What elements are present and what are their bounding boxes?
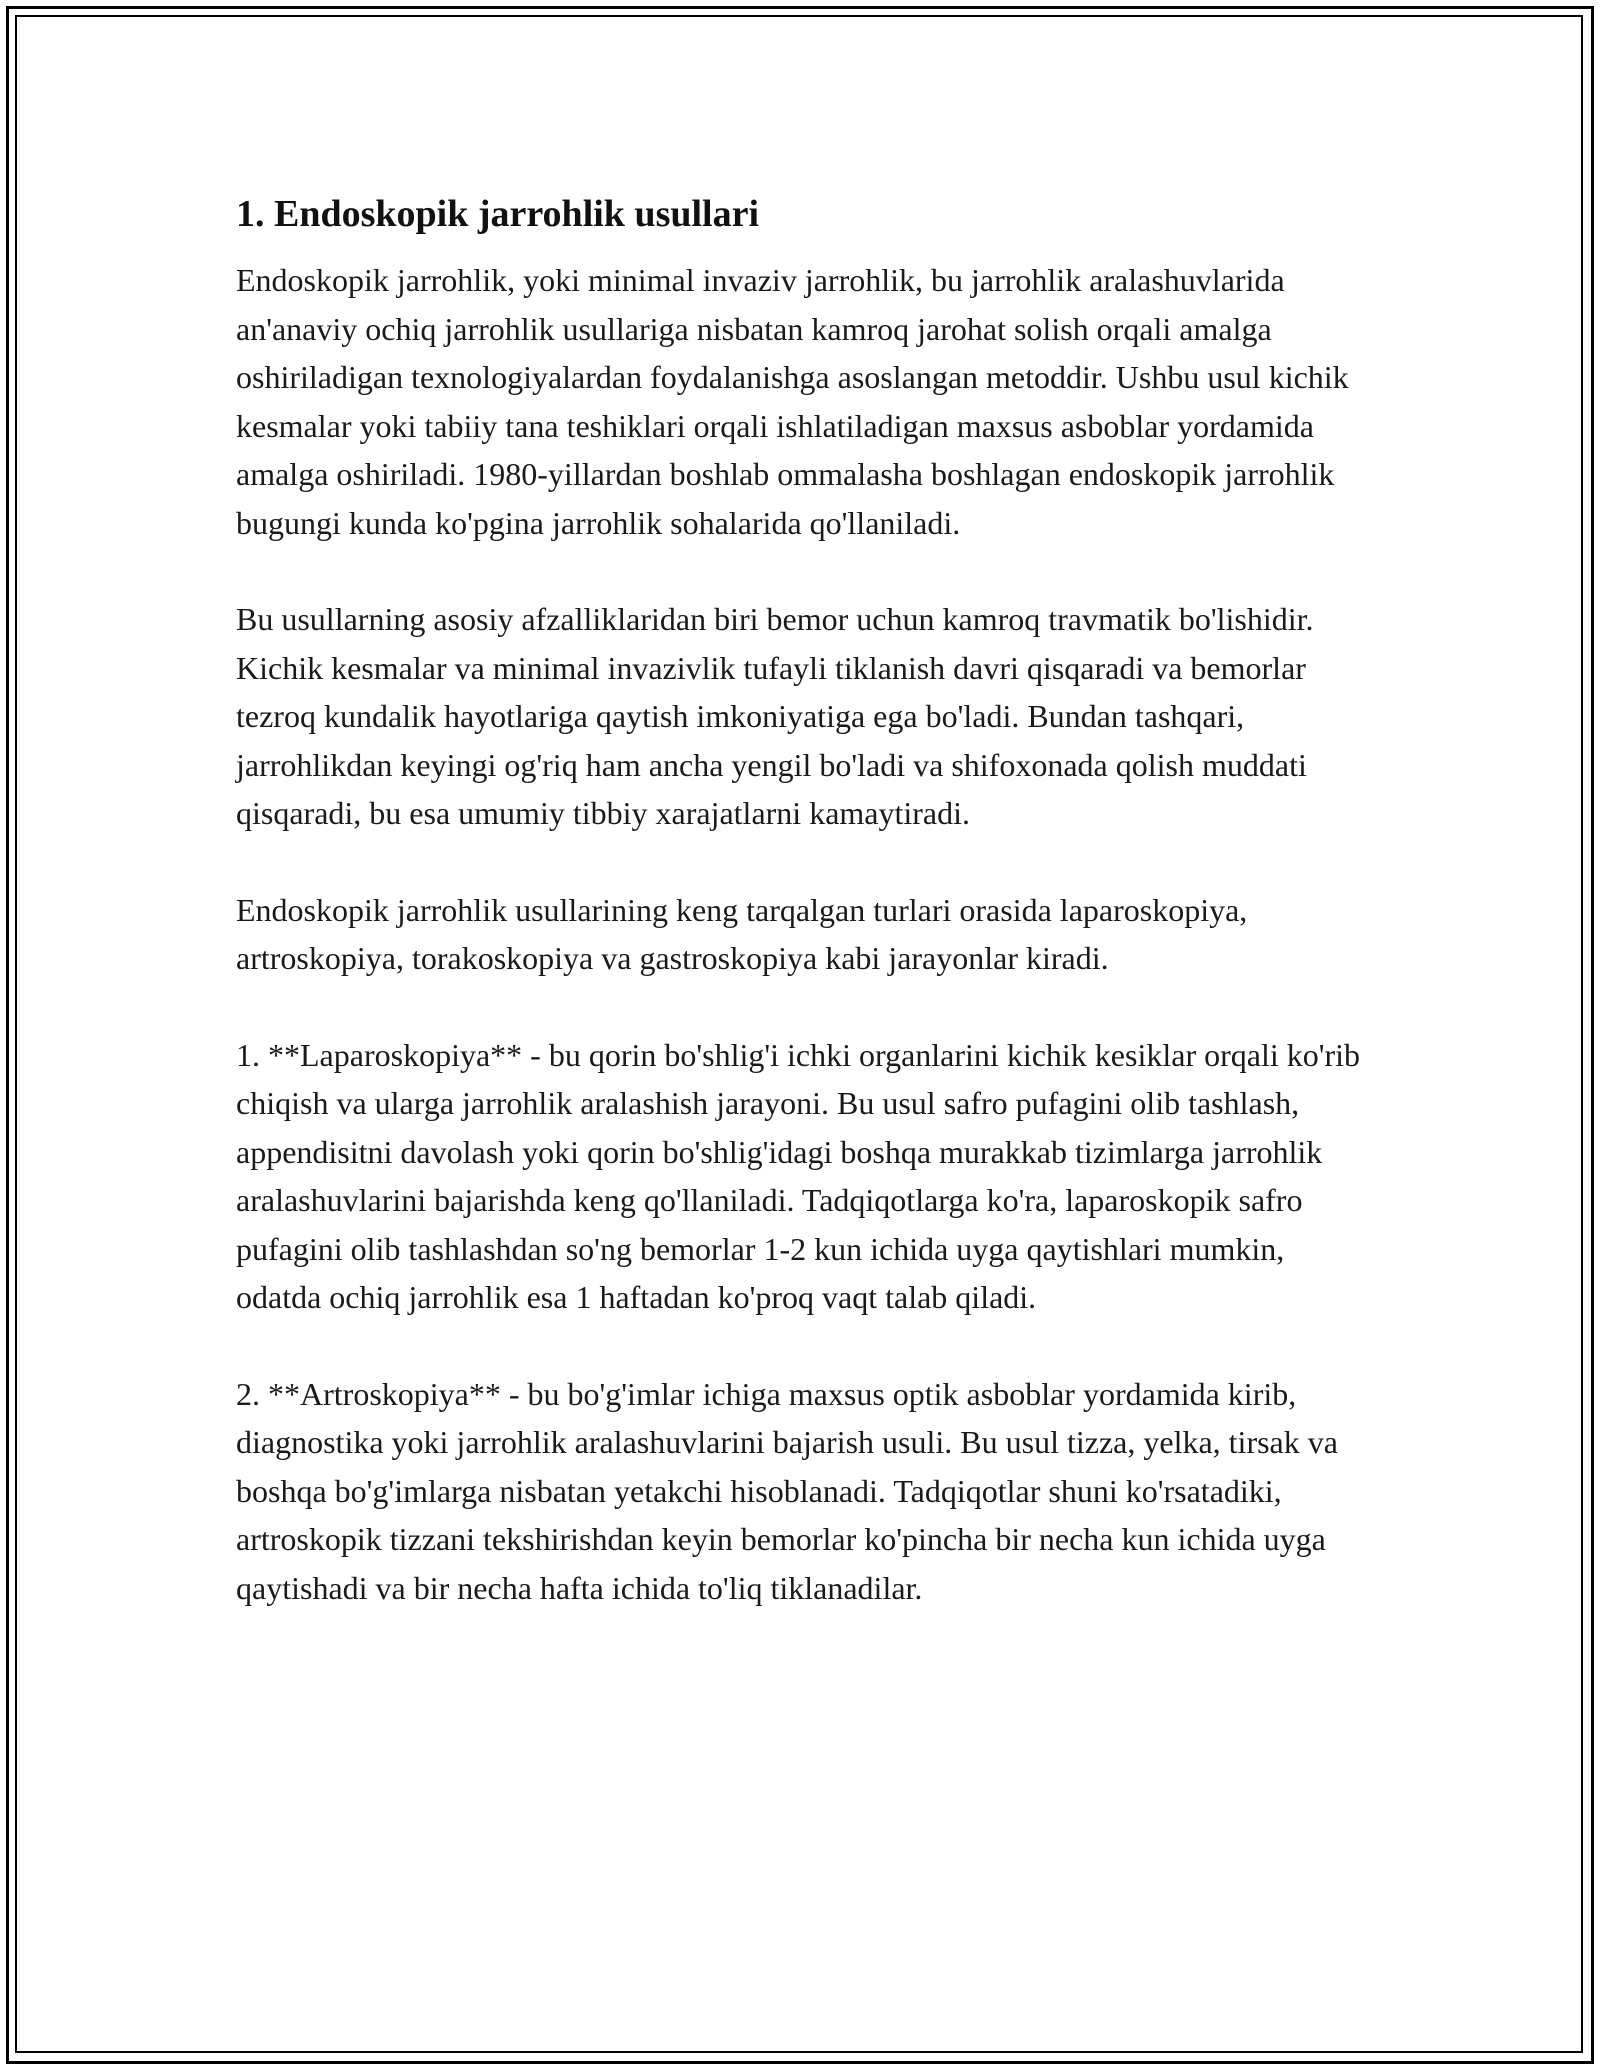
paragraph-advantages: Bu usullarning asosiy afzalliklaridan biri bemor uchun kamroq travmatik bo'lishidir. Kichik kesmalar va minimal invazivlik tufayli tiklanish davri qisqaradi va bemorlar tezroq kundalik hayotlariga qaytish imkoniyatiga ega bo'ladi. Bundan tashqari, jarrohlikdan keyingi og'riq ham ancha yengil bo'ladi va shifoxonada qolish muddati qisqaradi, bu esa umumiy tibbiy xarajatlarni kamaytiradi. bbox=[236, 601, 1314, 831]
paragraph-types: Endoskopik jarrohlik usullarining keng tarqalgan turlari orasida laparoskopiya, artroskopiya, torakoskopiya va gastroskopiya kabi jarayonlar kiradi. bbox=[236, 891, 1248, 976]
document-body bbox=[236, 186, 1376, 1660]
paragraph-laparoscopy: 1. **Laparoskopiya** - bu qorin bo'shlig'i ichki organlarini kichik kesiklar orqali ko'rib chiqish va ularga jarrohlik aralashish jarayoni. Bu usul safro pufagini olib tashlash, appendisitni davolash yoki qorin bo'shlig'idagi boshqa murakkab tizimlarga jarrohlik aralashuvlarini bajarishda keng qo'llaniladi. Tadqiqotlarga ko'ra, laparoskopik safro pufagini olib tashlashdan so'ng bemorlar 1-2 kun ichida uyga qaytishlari mumkin, odatda ochiq jarrohlik esa 1 haftadan ko'proq vaqt talab qiladi. bbox=[236, 1036, 1361, 1315]
paragraph-arthroscopy: 2. **Artroskopiya** - bu bo'g'imlar ichiga maxsus optik asboblar yordamida kirib, diagnostika yoki jarrohlik aralashuvlarini bajarish usuli. Bu usul tizza, yelka, tirsak va boshqa bo'g'imlarga nisbatan yetakchi hisoblanadi. Tadqiqotlar shuni ko'rsatadiki, artroskopik tizzani tekshirishdan keyin bemorlar ko'pincha bir necha kun ichida uyga qaytishadi va bir necha hafta ichida to'liq tiklanadilar. bbox=[236, 1375, 1338, 1606]
section-heading: 1. Endoskopik jarrohlik usullari bbox=[236, 193, 760, 235]
paragraph-intro: Endoskopik jarrohlik, yoki minimal invaziv jarrohlik, bu jarrohlik aralashuvlarida an'anaviy ochiq jarrohlik usullariga nisbatan kamroq jarohat solish orqali amalga oshiriladigan texnologiyalardan foydalanishga asoslangan metoddir. Ushbu usul kichik kesmalar yoki tabiiy tana teshiklari orqali ishlatiladigan maxsus asboblar yordamida amalga oshiriladi. 1980-yillardan boshlab ommalasha boshlagan endoskopik jarrohlik bugungi kunda ko'pgina jarrohlik sohalarida qo'llaniladi. bbox=[236, 262, 1349, 541]
